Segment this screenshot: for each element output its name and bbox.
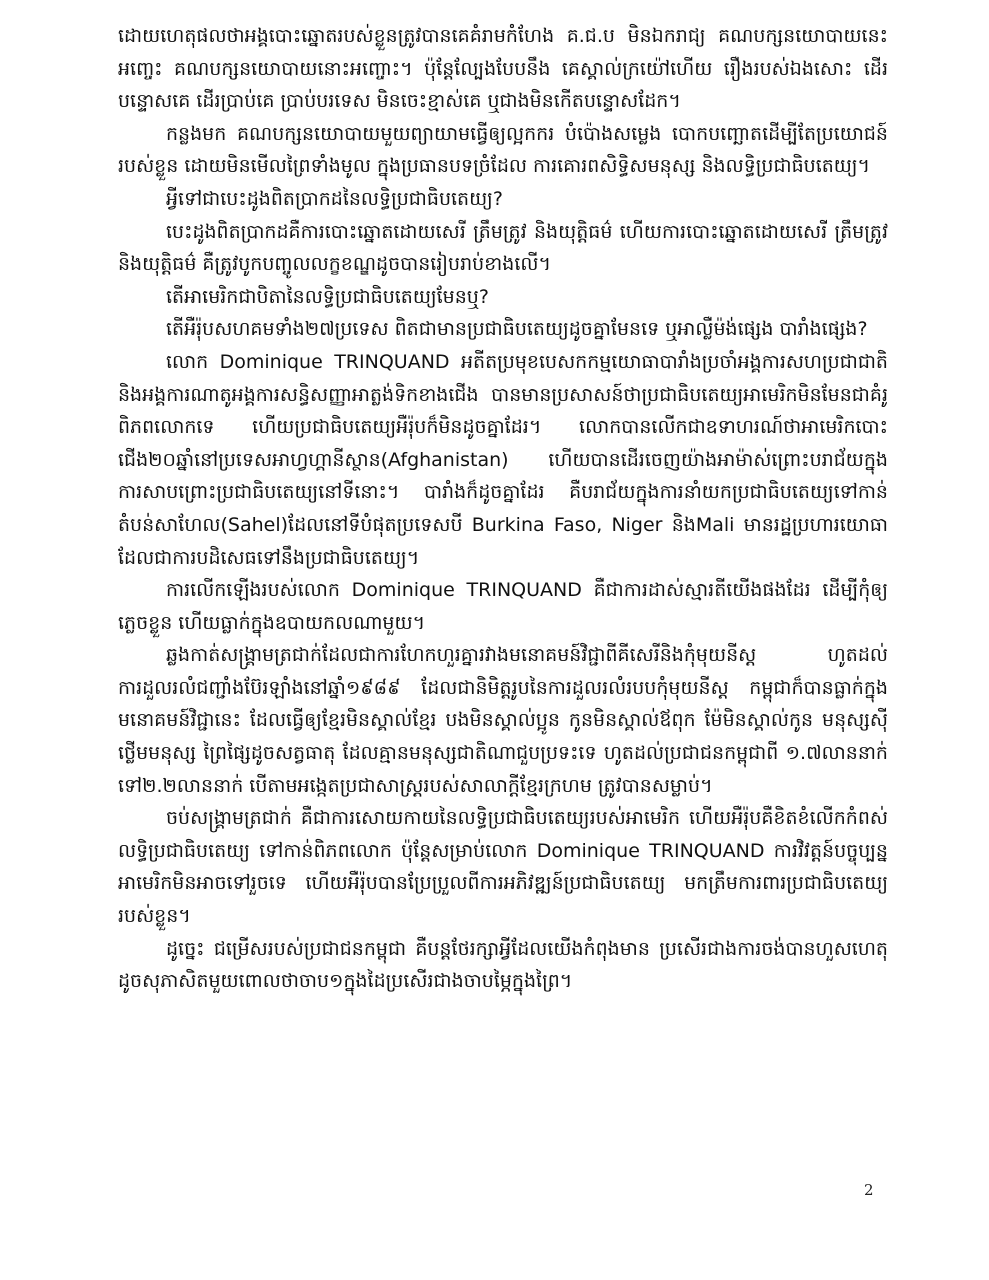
paragraph-8: ការលើកឡើងរបស់លោក Dominique TRINQUAND គឺជាការដាស់ស្មារតីយើងផងដែរ ដើម្បីកុំឲ្យភ្លេចខ្លួន ហើយធ្លាក់ក្នុងឧបាយកលណាមួយ។ (118, 579, 888, 634)
paragraph-7: លោក Dominique TRINQUAND អតីតប្រមុខបេសកកម្មយោធាបារាំងប្រចាំអង្គការសហប្រជាជាតិ និងអង្គការណាតូអង្គការសន្ធិសញ្ញាអាត្លង់ទិកខាងជើង បានមានប្រសាសន៍ថាប្រជាធិបតេយ្យអាមេរិកមិនមែនជាគំរូពិភពលោកទេ ហើយប្រជាធិបតេយ្យអឺរ៉ុបក៏មិនដូចគ្នាដែរ។ លោកបានលើកជាឧទាហរណ៍ថាអាមេរិកបោះជើង២០ឆ្នាំនៅប្រទេសអាហ្វហ្គានីស្ថាន(Afghanistan) ហើយបានដើរចេញយ៉ាងអាម៉ាស់ព្រោះបរាជ័យក្នុងការសាបព្រោះប្រជាធិបតេយ្យនៅទីនោះ។ បារាំងក៏ដូចគ្នាដែរ គឺបរាជ័យក្នុងការនាំយកប្រជាធិបតេយ្យទៅកាន់តំបន់សាហែល(Sahel)ដែលនៅទីបំផុតប្រទេសបី Burkina Faso, Niger និងMali មានរដ្ឋប្រហារយោធា ដែលជាការបដិសេធទៅនឹងប្រជាធិបតេយ្យ។ (118, 350, 888, 569)
paragraph-5-question: តើអាមេរិកជាបិតានៃលទ្ធិប្រជាធិបតេយ្យមែនឬ? (166, 285, 489, 308)
page-number: 2 (864, 1181, 874, 1199)
paragraph-6-question: តើអឺរ៉ុបសហគមទាំង២៧ប្រទេស ពិតជាមានប្រជាធិបតេយ្យដូចគ្នាមែនទេ ឬអាល្លឺម៉ង់ផ្សេង បារាំងផ្សេង? (166, 318, 868, 341)
document-body (118, 20, 888, 998)
paragraph-4: បេះដូងពិតប្រាកដគឺការបោះឆ្នោតដោយសេរី ត្រឹមត្រូវ និងយុត្តិធម៌ ហើយការបោះឆ្នោតដោយសេរី ត្រឹមត្រូវ និងយុត្តិធម៌ គឺត្រូវបូកបញ្ចូលលក្ខខណ្ឌដូចបានរៀបរាប់ខាងលើ។ (118, 220, 888, 276)
paragraph-1: ដោយហេតុផលថាអង្គបោះឆ្នោតរបស់ខ្លួនត្រូវបានគេគំរាមកំហែង គ.ជ.ប មិនឯករាជ្យ គណបក្សនយោបាយនេះអញ្ចេះ គណបក្សនយោបាយនោះអញ្ចោះ។ ប៉ុន្តែល្បែងបែបនឹង គេស្គាល់ក្រយ៉ៅហើយ រឿងរបស់ឯងសោះ ដើរបន្ទោសគេ ដើរប្រាប់គេ ប្រាប់បរទេស មិនចេះខ្មាស់គេ ឬជាងមិនកើតបន្ទោសដែក។ (118, 25, 888, 113)
paragraph-11: ដូច្នេះ ជម្រើសរបស់ប្រជាជនកម្ពុជា គឺបន្តថែរក្សាអ្វីដែលយើងកំពុងមាន ប្រសើរជាងការចង់បានហួសហេតុ ដូចសុភាសិតមួយពោលថាចាប១ក្នុងដៃប្រសើរជាងចាបម្ភៃក្នុងព្រៃ។ (118, 937, 888, 993)
paragraph-9: ឆ្លងកាត់សង្គ្រាមត្រជាក់ដែលជាការហែកហួរគ្នារវាងមនោគមន៍វិជ្ជាពីគីសេរីនិងកុំមុយនីស្ត ហូតដល់ការដួលរលំជញ្ជាំងប៊ែរឡាំងនៅឆ្នាំ១៩៨៩ ដែលជានិមិត្តរូបនៃការដួលរលំរបបកុំមុយនីស្ត កម្ពុជាក៏បានធ្លាក់ក្នុងមនោគមន៍វិជ្ជានេះ ដែលធ្វើឲ្យខ្មែរមិនស្គាល់ខ្មែរ បងមិនស្គាល់ប្អូន កូនមិនស្គាល់ឪពុក ម៉ែមិនស្គាល់កូន មនុស្សស៊ីថ្លើមមនុស្ស ព្រៃផ្សៃដូចសត្វធាតុ ដែលគ្មានមនុស្សជាតិណាជួបប្រទះទេ ហូតដល់ប្រជាជនកម្ពុជាពី ១.៧លាននាក់ទៅ២.២លាននាក់ បើតាមអង្កេតប្រជាសាស្ត្ររបស់សាលាក្ដីខ្មែរក្រហម ត្រូវបានសម្លាប់។ (118, 644, 888, 797)
paragraph-3-question: អ្វីទៅជាបេះដូងពិតប្រាកដនៃលទ្ធិប្រជាធិបតេយ្យ? (166, 187, 503, 210)
paragraph-2: កន្លងមក គណបក្សនយោបាយមួយព្យាយាមធ្វើឲ្យល្អកករ បំប៉ោងសម្លេង បោកបញ្ឆោតដើម្បីតែប្រយោជន៍របស់ខ្លួន ដោយមិនមើលព្រៃទាំងមូល ក្នុងប្រធានបទច្រំដែល ការគោរពសិទ្ធិសមនុស្ស និងលទ្ធិប្រជាធិបតេយ្យ។ (118, 122, 888, 178)
paragraph-10: ចប់សង្គ្រាមត្រជាក់ គឺជាការសោយកាយនៃលទ្ធិប្រជាធិបតេយ្យរបស់អាមេរិក ហើយអឺរ៉ុបគឺខិតខំលើកកំពស់លទ្ធិប្រជាធិបតេយ្យ ទៅកាន់ពិភពលោក ប៉ុន្តែសម្រាប់លោក Dominique TRINQUAND ការវិវត្តន៍បច្ចុប្បន្ន អាមេរិកមិនអាចទៅរួចទេ ហើយអឺរ៉ុបបានប្រែប្រួលពីការអភិវឌ្ឍន៍ប្រជាធិបតេយ្យ មកត្រឹមការពារប្រជាធិបតេយ្យរបស់ខ្លួន។ (118, 807, 888, 928)
